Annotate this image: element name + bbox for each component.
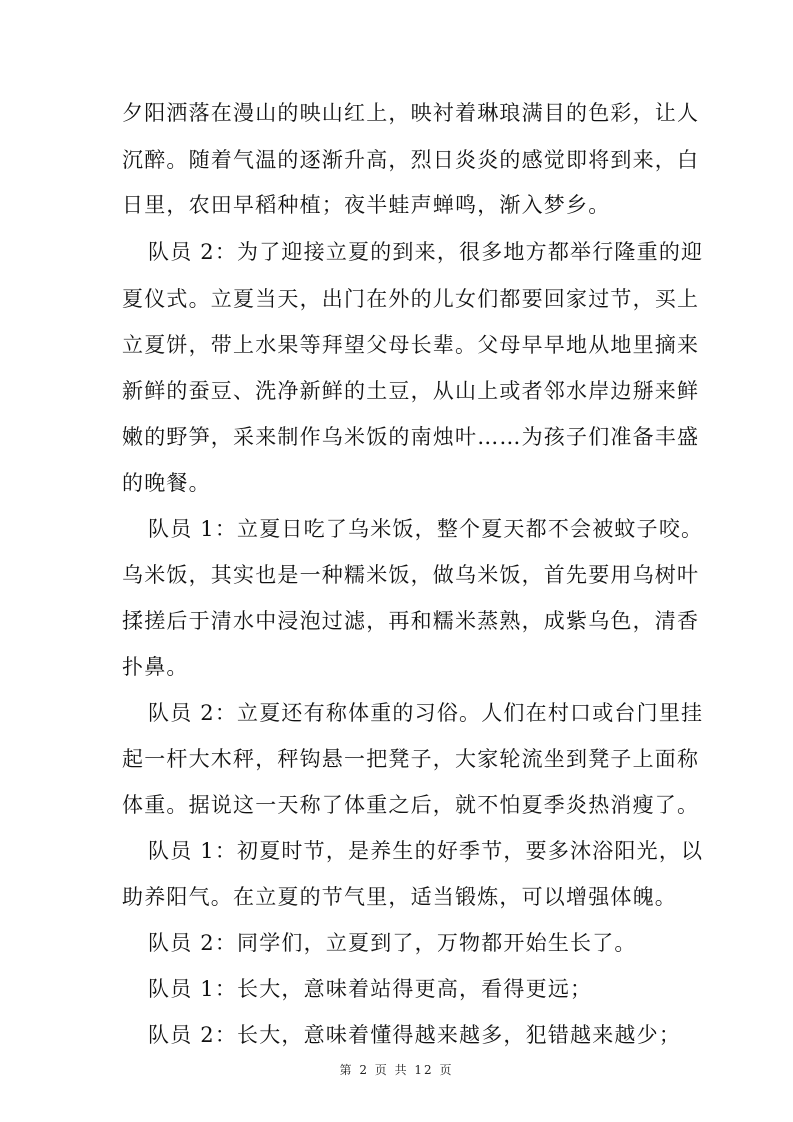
text-line: 助养阳气。在立夏的节气里，适当锻炼，可以增强体魄。: [122, 885, 677, 909]
text-line: 扑鼻。: [122, 655, 189, 679]
text-line: 夏仪式。立夏当天，出门在外的儿女们都要回家过节，买上: [122, 287, 700, 311]
text-line: 队员 2：同学们，立夏到了，万物都开始生长了。: [148, 931, 637, 955]
text-line: 沉醉。随着气温的逐渐升高，烈日炎炎的感觉即将到来，白: [122, 148, 700, 172]
text-line: 嫩的野笋，采来制作乌米饭的南烛叶……为孩子们准备丰盛: [122, 425, 700, 449]
text-line: 队员 1：初夏时节，是养生的好季节，要多沐浴阳光，以: [148, 839, 704, 863]
text-line: 队员 2：立夏还有称体重的习俗。人们在村口或台门里挂: [148, 701, 704, 725]
text-line: 新鲜的蚕豆、洗净新鲜的土豆，从山上或者邻水岸边掰来鲜: [122, 379, 700, 403]
text-line: 乌米饭，其实也是一种糯米饭，做乌米饭，首先要用乌树叶: [122, 563, 700, 587]
text-line: 队员 1：立夏日吃了乌米饭，整个夏天都不会被蚊子咬。: [148, 517, 704, 541]
text-line: 立夏饼，带上水果等拜望父母长辈。父母早早地从地里摘来: [122, 333, 700, 357]
text-line: 体重。据说这一天称了体重之后，就不怕夏季炎热消瘦了。: [122, 793, 700, 817]
text-line: 夕阳洒落在漫山的映山红上，映衬着琳琅满目的色彩，让人: [122, 101, 700, 125]
text-line: 队员 1：长大，意味着站得更高，看得更远；: [148, 977, 593, 1001]
page-number-footer: 第 2 页 共 12 页: [339, 1063, 454, 1077]
text-line: 起一杆大木秤，秤钩悬一把凳子，大家轮流坐到凳子上面称: [122, 747, 700, 771]
text-line: 队员 2：为了迎接立夏的到来，很多地方都举行隆重的迎: [148, 240, 704, 264]
text-line: 的晚餐。: [122, 471, 211, 495]
text-line: 队员 2：长大，意味着懂得越来越多，犯错越来越少；: [148, 1023, 682, 1047]
text-line: 日里，农田早稻种植；夜半蛙声蝉鸣，渐入梦乡。: [122, 193, 611, 217]
text-line: 揉搓后于清水中浸泡过滤，再和糯米蒸熟，成紫乌色，清香: [122, 609, 700, 633]
